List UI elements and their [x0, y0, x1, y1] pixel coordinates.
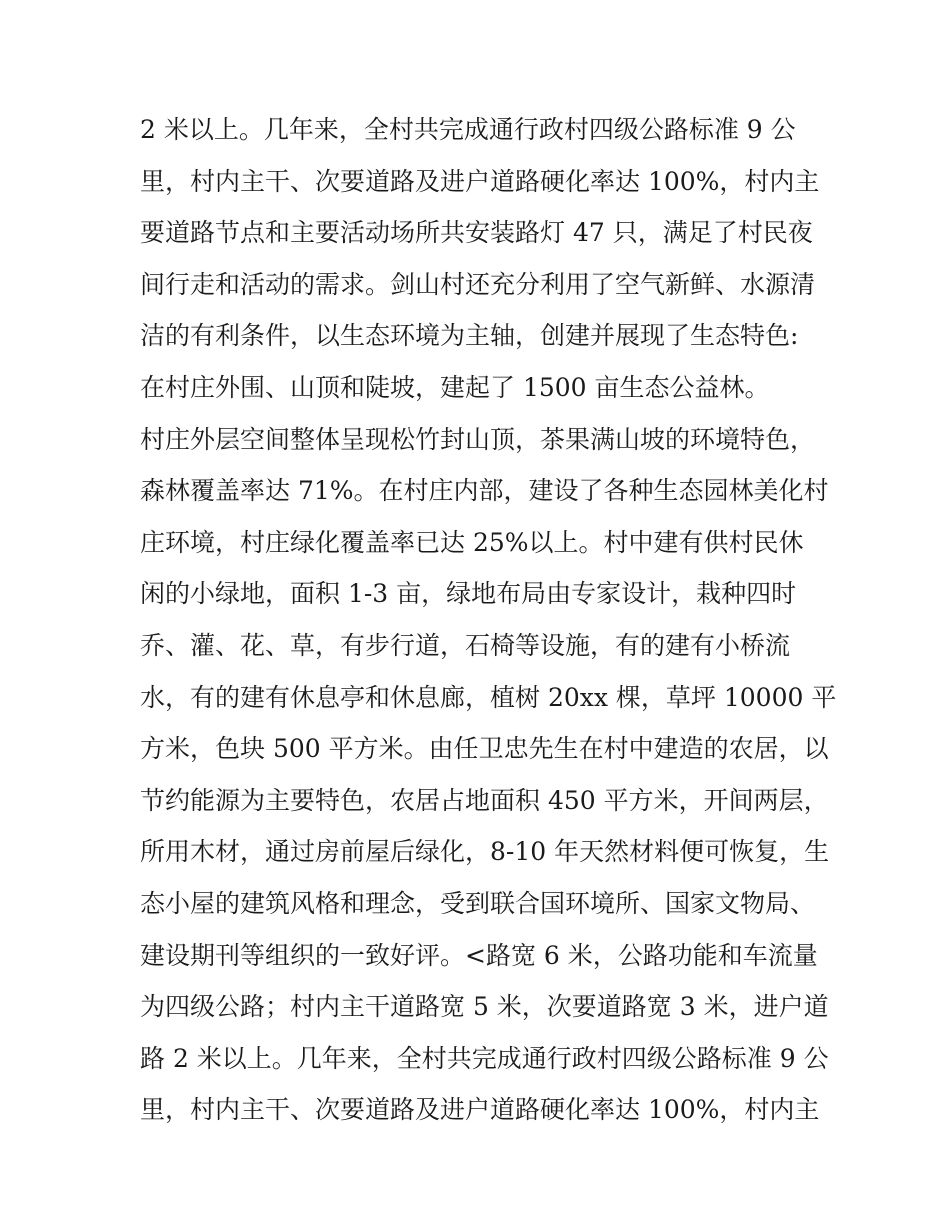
text-line: 里，村内主干、次要道路及进户道路硬化率达 100%，村内主 [140, 166, 820, 196]
text-line: 庄环境，村庄绿化覆盖率已达 25%以上。村中建有供村民休 [140, 527, 804, 557]
text-line: 村庄外层空间整体呈现松竹封山顶，茶果满山坡的环境特色， [140, 424, 816, 454]
text-line: 路 2 米以上。几年来，全村共完成通行政村四级公路标准 9 公 [140, 1043, 829, 1073]
text-line: 水，有的建有休息亭和休息廊，植树 20xx 棵，草坪 10000 平 [140, 682, 837, 712]
text-line: 要道路节点和主要活动场所共安装路灯 47 只，满足了村民夜 [140, 218, 813, 248]
text-line: 森林覆盖率达 71%。在村庄内部，建设了各种生态园林美化村 [140, 476, 829, 506]
text-line: 节约能源为主要特色，农居占地面积 450 平方米，开间两层， [140, 785, 829, 815]
text-line: 在村庄外围、山顶和陡坡，建起了 1500 亩生态公益林。 [140, 372, 770, 402]
text-line: 态小屋的建筑风格和理念，受到联合国环境所、国家文物局、 [140, 888, 816, 918]
text-line: 里，村内主干、次要道路及进户道路硬化率达 100%，村内主 [140, 1095, 820, 1125]
text-line: 乔、灌、花、草，有步行道，石椅等设施，有的建有小桥流 [140, 630, 791, 660]
text-line: 间行走和活动的需求。剑山村还充分利用了空气新鲜、水源清 [140, 269, 816, 299]
text-line: 建设期刊等组织的一致好评。<路宽 6 米，公路功能和车流量 [140, 940, 818, 970]
text-line: 方米，色块 500 平方米。由任卫忠先生在村中建造的农居，以 [140, 734, 829, 764]
text-line: 为四级公路；村内主干道路宽 5 米，次要道路宽 3 米，进户道 [140, 992, 829, 1022]
text-line: 2 米以上。几年来，全村共完成通行政村四级公路标准 9 公 [140, 115, 796, 144]
body-text [140, 104, 837, 1136]
text-line: 所用木材，通过房前屋后绿化，8-10 年天然材料便可恢复，生 [140, 837, 830, 867]
text-line: 洁的有利条件，以生态环境为主轴，创建并展现了生态特色: [140, 321, 799, 351]
text-line: 闲的小绿地，面积 1-3 亩，绿地布局由专家设计，栽种四时 [140, 579, 797, 609]
